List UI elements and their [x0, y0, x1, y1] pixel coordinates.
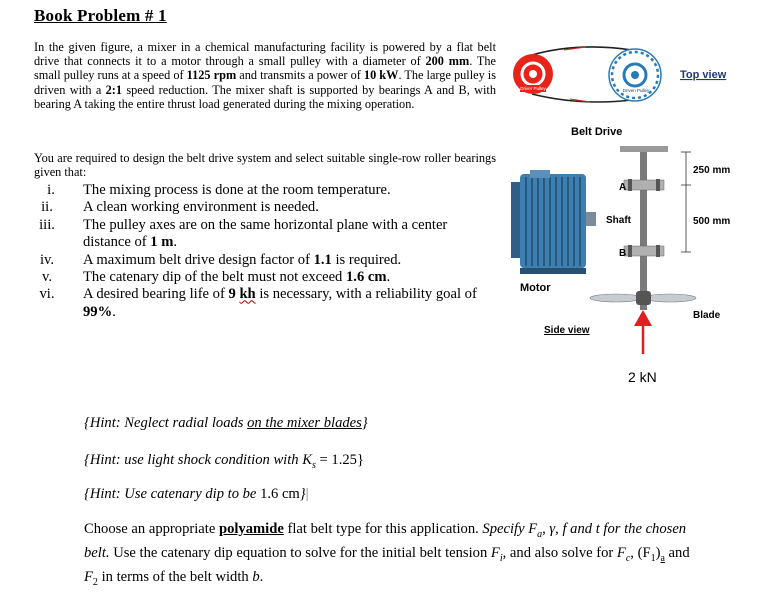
list-item: iii. The pulley axes are on the same horizontal plane with a center distance of 1 m. [39, 216, 448, 251]
hint-shock-condition: {Hint: use light shock condition with $K_s = 1.25$} [84, 452, 364, 471]
mixer-blades [590, 291, 696, 305]
driver-pulley [513, 54, 553, 94]
motor-drawing [511, 170, 596, 274]
final-task: Choose an appropriate polyamide flat belt type for this application. Specify $F_a$, γ, f and t for the chosen belt. Use the catenary dip equation to solve for the initial belt tension $F_i$, and also solve for $F_c$, $(F_1)_a$ and $F_2$ in terms of the belt width b. [84, 521, 690, 588]
driver-pulley-label: Driver Pulley [520, 86, 546, 91]
top-view-label: Top view [680, 69, 727, 81]
list-item: ii. A clean working environment is needed. [41, 199, 319, 216]
side-view-label: Side view [544, 325, 590, 336]
force-label: 2 kN [628, 369, 657, 385]
driven-pulley [609, 49, 661, 101]
thrust-force-arrow [634, 310, 652, 354]
page-title: Book Problem # 1 [34, 6, 167, 25]
requirements-list [34, 182, 496, 321]
list-item: i. The mixing process is done at the room temperature. [47, 182, 391, 198]
dimension-lines [681, 152, 691, 252]
belt-drive-figure [500, 34, 767, 394]
dimension-250: 250 mm [693, 165, 731, 176]
motor-label: Motor [520, 282, 551, 294]
hint-catenary-dip: {Hint: Use catenary dip to be 1.6 cm}| [84, 486, 309, 502]
mixer-shaft-assembly [590, 146, 696, 310]
belt-upper [532, 47, 632, 55]
blade-label: Blade [693, 310, 721, 321]
list-item: vi. A desired bearing life of 9 kh is necessary, with a reliability goal of 99%. [39, 286, 477, 320]
problem-intro: In the given figure, a mixer in a chemical manufacturing facility is powered by a flat belt drive that connects it to a motor through a small pulley with a diameter of 200 mm. The small pulley runs at a speed of 1125 rpm and transmits a power of 10 kW. The large pulley is driven with a 2:1 speed reduction. The mixer shaft is supported by bearings A and B, with bearing A taking the entire thrust load generated during the mixing operation. [34, 40, 496, 111]
bearing-a [624, 179, 664, 191]
list-item: iv. A maximum belt drive design factor of 1.1 is required. [39, 251, 402, 268]
bearing-b [624, 245, 664, 257]
bearing-a-label: A [619, 182, 627, 193]
requirements-intro: You are required to design the belt drive system and select suitable single-row roller bearings given that: [34, 151, 496, 180]
list-item: v. The catenary dip of the belt must not exceed 1.6 cm. [42, 269, 391, 286]
shaft-label: Shaft [606, 215, 631, 226]
hint-radial-loads: {Hint: Neglect radial loads on the mixer blades} [84, 415, 368, 431]
driven-pulley-label: Driven Pulley [622, 88, 650, 93]
bearing-b-label: B [619, 248, 627, 259]
top-view-diagram [513, 47, 661, 102]
belt-drive-label: Belt Drive [571, 126, 623, 138]
dimension-500: 500 mm [693, 216, 731, 227]
